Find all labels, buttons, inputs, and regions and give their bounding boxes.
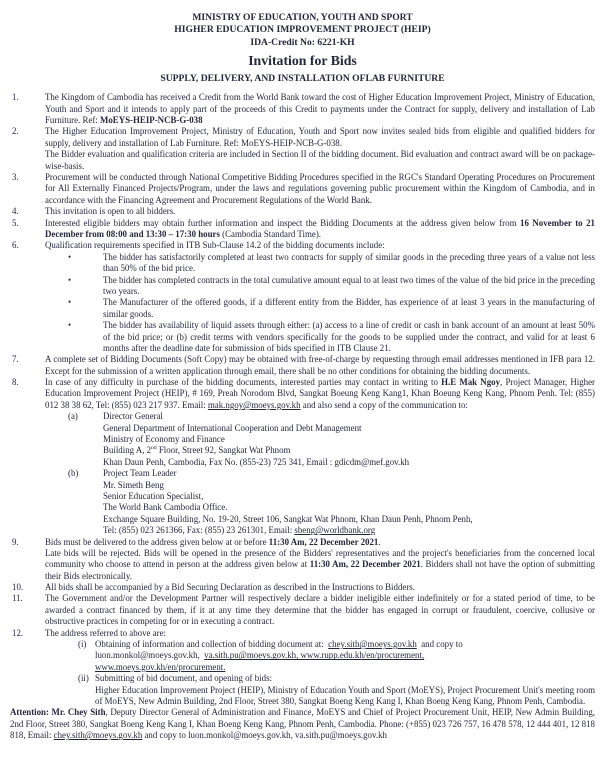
- text-segment: The Manufacturer of the offered goods, if a different entity from the Bidder, has experience of at least 3 years in the manufacturing of similar goods.: [103, 297, 595, 319]
- text-segment: The Bidder evaluation and qualification criteria are included in Section II of the bidding document. Bid evaluation and contract award will be on package-wise-basis.: [45, 149, 595, 171]
- text-segment: Exchange Square Building, No. 19-20, Street 106, Sangkat Wat Phnom, Khan Daun Penh, Phnom Penh,: [103, 513, 473, 524]
- email-link[interactable]: sbeng@worldbank.org: [294, 525, 376, 536]
- paragraph: [45, 593, 595, 627]
- item-number: 7.: [12, 354, 19, 365]
- item-number: 5.: [12, 217, 19, 228]
- sub-item-line: [103, 434, 595, 445]
- paragraph: [45, 218, 595, 241]
- sub-item: [45, 411, 595, 468]
- text-segment: The Higher Education Improvement Project, Ministry of Education, Youth and Sport now invites sealed bids from eligible and qualified bidders for supply, delivery and installation of Lab Furniture. Ref: MoEYS-HEIP-NCB-G-038.: [45, 126, 595, 148]
- sub-item-content: [103, 411, 595, 468]
- text-segment: The Government and/or the Development Partner will respectively declare a bidder ineligible either indefinitely or for a stated period of time, to be awarded a contract financed by them, if it at any time they determine that the bidder has engaged in corrupt or fraudulent, coercive, collusive or obstructive practices in competing for or in executing a contract.: [45, 593, 595, 627]
- email-link[interactable]: va.sith.pu@moeys.gov.kh, www.rupp.edu.kh/en/procurement,: [204, 650, 425, 661]
- item-content: [45, 172, 595, 206]
- text-segment: 16 November to 21 December from 08:00 and 13:30 – 17:30 hours: [45, 217, 595, 239]
- text-segment: The bidder has completed contracts in the total cumulative amount equal to at least two times of the value of the bid price in the preceding two years.: [103, 274, 595, 296]
- item-content: [45, 92, 595, 126]
- bullet-icon: •: [68, 251, 72, 262]
- list-item: [10, 628, 595, 708]
- item-content: [45, 126, 595, 172]
- item-content: [45, 377, 595, 536]
- bullet-icon: •: [68, 274, 72, 285]
- text-segment: . Bidders shall not have the option of submitting their Bids electronically.: [45, 559, 595, 581]
- document-header: [10, 12, 595, 85]
- item-number: 8.: [12, 377, 19, 388]
- text-segment: Interested eligible bidders may obtain further information and inspect the Bidding Documents at the address given below from: [45, 217, 520, 228]
- bullet-icon: •: [68, 297, 72, 308]
- item-content: [45, 240, 595, 354]
- text-segment: H.E Mak Ngoy: [441, 377, 501, 388]
- item-number: 1.: [12, 92, 19, 103]
- sub-item-line: [103, 502, 595, 513]
- text-segment: A complete set of Bidding Documents (Soft Copy) may be obtained with free-of-charge by requesting through email addresses mentioned in IFB para 12. Except for the submission of a written application through email, there shall be no other conditions for obtaining the bidding documents.: [45, 354, 595, 376]
- text-segment: Attention: Mr. Chey Sith: [10, 707, 106, 718]
- text-segment: 11:30 Am, 22 December 2021: [309, 559, 421, 570]
- items-list: [10, 92, 595, 741]
- sub-item-line: [103, 445, 595, 456]
- paragraph: [45, 92, 595, 126]
- list-item: [10, 537, 595, 583]
- sub-item-line: [103, 480, 595, 491]
- text-segment: Higher Education Improvement Project (HEIP), Ministry of Education Youth and Sport (MoEYS), Project Procurement Unit's meeting room of MoEYS, New Admin Building, 2nd Floor, Street 380, Sangkat Boeng Keng Kang I, Khan Boeng Keng Kang, Phnom Penh, Cambodia.: [95, 684, 595, 706]
- sub-item-line: [103, 457, 595, 468]
- bullet-item: [45, 252, 595, 275]
- paragraph: [45, 354, 595, 377]
- text-segment: Obtaining of information and collection of bidding document at:: [95, 639, 329, 650]
- sub-item-line: [95, 662, 595, 673]
- email-link[interactable]: chey.sith@moeys.gov.kh: [53, 730, 143, 741]
- list-item: [10, 126, 595, 172]
- text-segment: , Deputy Director General of Administration and Finance, MoEYS and Chief of Project Procurement Unit, HEIP, New Admin Building, 2nd Floor, Street 380, Sangkat Boeng Keng Kang I, Khan Boeng Keng Kang, Phnom Penh, Cambodia. Phone: (+855) 023 726 757, 16 478 578, 12 444 401, 12 818 818, Email:: [10, 707, 595, 741]
- list-item: [10, 172, 595, 206]
- text-segment: 11:30 Am, 22 December 2021: [268, 536, 379, 547]
- bullet-item: [45, 320, 595, 354]
- item-content: [45, 582, 595, 593]
- text-segment: Qualification requirements specified in ITB Sub-Clause 14.2 of the bidding documents include:: [45, 240, 385, 251]
- text-segment: Project Team Leader: [103, 468, 177, 479]
- list-item: [10, 218, 595, 241]
- bullet-text: [103, 297, 595, 320]
- sub-item-line: [103, 423, 595, 434]
- paragraph: [10, 707, 595, 741]
- text-segment: Procurement will be conducted through National Competitive Bidding Procedures specified in the RGC's Standard Operating Procedures on Procurement for All Externally Financed Projects/Program, under the laws and regulations governing public procurement within the Kingdom of Cambodia, and in accordance with the Financing Agreement and Procurement Regulations of the World Bank.: [45, 172, 595, 205]
- text-segment: Late bids will be rejected. Bids will be opened in the presence of the Bidders' representatives and the project's beneficiaries from the concerned local community who choose to attend in person at the address given below at: [45, 547, 595, 570]
- text-segment: Floor, Street 92, Sangkat Wat Phnom: [156, 445, 291, 456]
- item-content: [45, 628, 595, 708]
- text-segment: The address referred to above are:: [45, 627, 166, 638]
- list-item: [10, 354, 595, 377]
- item-number: 4.: [12, 206, 19, 217]
- paragraph: [45, 126, 595, 149]
- sub-item-line: [103, 411, 595, 422]
- text-segment: .: [378, 536, 381, 547]
- text-segment: and copy to: [416, 639, 463, 650]
- list-item: [10, 582, 595, 593]
- item-number: 3.: [12, 172, 19, 183]
- paragraph: [45, 548, 595, 582]
- text-segment: Bids must be delivered to the address given below at or before: [45, 536, 269, 547]
- paragraph: [45, 206, 595, 217]
- list-item: [10, 593, 595, 627]
- text-segment: Ministry of Economy and Finance: [103, 434, 225, 445]
- sub-item-line: [103, 514, 595, 525]
- text-segment: , Project Manager, Higher Education Improvement Project (HEIP), # 169, Preah Norodom Blvd, Sangkat Boeung Keng Kang1, Khan Boeung Keng Kang, Phnom Penh. Tel: (855) 012 38 38 62, Tel: (855) 023 217 937. Email:: [45, 377, 596, 410]
- paragraph: [45, 628, 595, 639]
- bullet-text: [103, 275, 595, 298]
- paragraph: [45, 172, 595, 206]
- text-segment: Tel: (855) 023 261366, Fax: (855) 23 261301, Email:: [103, 525, 295, 536]
- item-content: [45, 537, 595, 583]
- text-segment: Mr. Simeth Beng: [103, 479, 164, 490]
- item-number: 12.: [12, 627, 24, 638]
- text-segment: and copy to luon.monkol@moeys.gov.kh, va.sith.pu@moeys.gov.kh: [142, 730, 387, 741]
- sub-item-content: [95, 673, 595, 707]
- text-segment: The World Bank Cambodia Office.: [103, 502, 228, 513]
- sub-item-content: [103, 468, 595, 536]
- paragraph: [45, 582, 595, 593]
- sub-item-label: (b): [68, 468, 79, 479]
- email-link[interactable]: mak.ngoy@moeys.gov.kh: [207, 399, 301, 410]
- paragraph: [45, 537, 595, 548]
- list-item: [10, 206, 595, 217]
- list-item: [10, 92, 595, 126]
- sub-item-content: [95, 639, 595, 673]
- item-number: 10.: [12, 582, 24, 593]
- list-item: [10, 240, 595, 354]
- bullet-item: [45, 275, 595, 298]
- sub-item-line: [95, 639, 595, 650]
- list-item: [10, 377, 595, 536]
- item-content: [10, 707, 595, 741]
- item-number: 6.: [12, 240, 19, 251]
- paragraph: [45, 149, 595, 172]
- text-segment: All bids shall be accompanied by a Bid Securing Declaration as described in the Instructions to Bidders.: [45, 582, 415, 593]
- text-segment: Senior Education Specialist,: [103, 490, 204, 501]
- credit-number: IDA-Credit No: 6221-KH: [250, 36, 355, 48]
- item-content: [45, 593, 595, 627]
- sub-item-label: (a): [68, 411, 78, 422]
- item-number: 2.: [12, 126, 19, 137]
- item-content: [45, 218, 595, 241]
- text-segment: MoEYS-HEIP-NCB-G-038: [99, 115, 203, 126]
- text-segment: (Cambodia Standard Time).: [219, 228, 322, 239]
- url-link[interactable]: www.moeys.gov.kh/en/procurement.: [95, 661, 226, 672]
- ministry-name: MINISTRY OF EDUCATION, YOUTH AND SPORT: [192, 12, 413, 23]
- bullet-icon: •: [68, 320, 72, 331]
- list-item: [10, 707, 595, 741]
- text-segment: The bidder has satisfactorily completed at least two contracts for supply of similar goods in the preceding three years of a value not less than 50% of the bid price.: [103, 251, 595, 274]
- bullet-item: [45, 297, 595, 320]
- text-segment: luon.monkol@moeys.gov.kh,: [95, 650, 205, 661]
- project-name: HIGHER EDUCATION IMPROVEMENT PROJECT (HEIP): [174, 24, 431, 36]
- sub-item-label: (ii): [78, 673, 89, 684]
- text-segment: The bidder has availability of liquid assets through either: (a) access to a line of credit or cash in bank account of an amount at least 50% of the bid price; or (b) credit terms with vendors specifically for the goods to be supplied under the contract, and valid for at least 6 months after the deadline date for submission of bids specified in ITB Clause 21.: [103, 320, 595, 353]
- page-subtitle: SUPPLY, DELIVERY, AND INSTALLATION OFLAB FURNITURE: [160, 73, 445, 85]
- sub-item-line: [95, 673, 595, 684]
- text-segment: The Kingdom of Cambodia has received a Credit from the World Bank toward the cost of Higher Education Improvement Project, Ministry of Education, Youth and Sport and it intends to apply part of the proceeds of this Credit to payments under the Contract for supply, delivery and installation of Lab Furniture. Ref:: [45, 92, 595, 126]
- text-segment: General Department of International Cooperation and Debt Management: [103, 422, 362, 433]
- sub-item: [45, 673, 595, 707]
- text-segment: Submitting of bid document, and opening of bids:: [95, 673, 272, 684]
- sub-item-line: [103, 491, 595, 502]
- sub-item-line: [103, 468, 595, 479]
- text-segment: nd: [151, 445, 157, 452]
- sub-item-line: [103, 525, 595, 536]
- text-segment: This invitation is open to all bidders.: [45, 206, 176, 217]
- sub-item-line: [95, 685, 595, 708]
- item-number: 11.: [12, 593, 23, 604]
- item-content: [45, 354, 595, 377]
- bullet-text: [103, 320, 595, 354]
- bullet-text: [103, 252, 595, 275]
- text-segment: Director General: [103, 411, 163, 422]
- item-content: [45, 206, 595, 217]
- text-segment: Building A, 2: [103, 445, 152, 456]
- paragraph: [45, 377, 595, 411]
- text-segment: In case of any difficulty in purchase of the bidding documents, interested parties may contact in writing to: [45, 377, 442, 388]
- text-segment: and also send a copy of the communication to:: [300, 399, 468, 410]
- text-segment: Khan Daun Penh, Cambodia, Fax No. (855-23) 725 341, Email : gdicdm@mef.gov.kh: [103, 456, 410, 467]
- email-link[interactable]: chey.sith@moeys.gov.kh: [328, 639, 417, 650]
- item-number: 9.: [12, 536, 19, 547]
- paragraph: [45, 240, 595, 251]
- sub-item-label: (i): [78, 639, 87, 650]
- sub-item-line: [95, 650, 595, 661]
- sub-item: [45, 639, 595, 673]
- sub-item: [45, 468, 595, 536]
- page-title: Invitation for Bids: [248, 52, 357, 68]
